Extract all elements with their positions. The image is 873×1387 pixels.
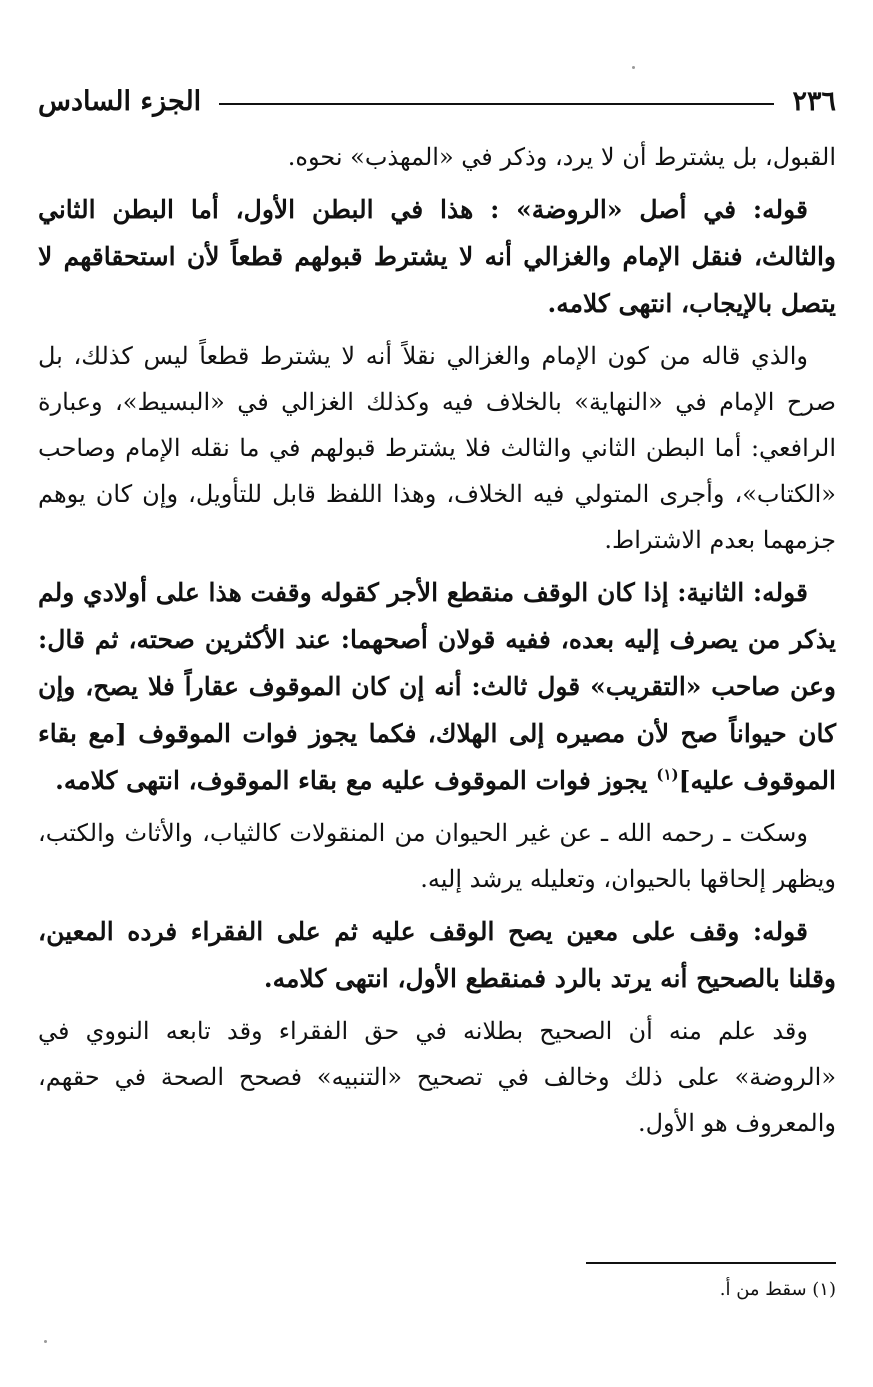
commentary-paragraph-1: والذي قاله من كون الإمام والغزالي نقلاً أنه لا يشترط قطعاً ليس كذلك، بل صرح الإمام في «النهاية» بالخلاف فيه وكذلك الغزالي في «البسيط»، وعبارة الرافعي: أما البطن الثاني والثالث فلا يشترط قبولهم في ما نقله الإمام وصاحب «الكتاب»، وأجرى المتولي فيه الخلاف، وهذا اللفظ قابل للتأويل، وإن كان يوهم جزمهما بعدم الاشتراط. [38, 342, 836, 554]
footnote-rule [586, 1262, 836, 1264]
book-page [38, 78, 836, 1152]
page-number: ٢٣٦ [792, 85, 836, 117]
quoted-statement-2-start: قوله: الثانية: إذا كان الوقف منقطع الأجر كقوله وقفت هذا على أولادي ولم يذكر من يصرف إليه بعده، ففيه قولان أصحهما: عند الأكثرين صحته، ثم قال: وعن صاحب «التقريب» قول ثالث: أنه إن كان الموقوف عقاراً فلا يصح، وإن كان حيواناً صح لأن مصيره إلى الهلاك، فكما يجوز فوات الموقوف [مع بقاء الموقوف عليه] [38, 578, 836, 795]
book-part-title: الجزء السادس [38, 85, 202, 117]
commentary-paragraph-3: وقد علم منه أن الصحيح بطلانه في حق الفقراء وقد تابعه النووي في «الروضة» على ذلك وخالف في تصحيح «التنبيه» فصحح الصحة في حقهم، والمعروف هو الأول. [38, 1017, 836, 1137]
footnote-reference-1: (١) [656, 765, 679, 784]
quoted-statement-1: قوله: في أصل «الروضة» : هذا في البطن الأول، أما البطن الثاني والثالث، فنقل الإمام والغزالي أنه لا يشترط قبولهم قطعاً لأن استحقاقهم لا يتصل بالإيجاب، انتهى كلامه. [38, 195, 836, 318]
quoted-statement-2 [38, 569, 836, 804]
running-header [38, 78, 836, 124]
footnote-1: (١) سقط من أ. [719, 1279, 836, 1300]
quoted-statement-2-end: يجوز فوات الموقوف عليه مع بقاء الموقوف، انتهى كلامه. [55, 766, 657, 795]
quoted-statement-3: قوله: وقف على معين يصح الوقف عليه ثم على الفقراء فرده المعين، وقلنا بالصحيح أنه يرتد بالرد فمنقطع الأول، انتهى كلامه. [38, 917, 836, 993]
page-body [38, 134, 836, 1146]
paper-speck-bottom [44, 1340, 47, 1343]
footnotes-section [38, 1262, 836, 1304]
commentary-paragraph-2: وسكت ـ رحمه الله ـ عن غير الحيوان من المنقولات كالثياب، والأثاث والكتب، ويظهر إلحاقها بالحيوان، وتعليله يرشد إليه. [38, 819, 836, 893]
paper-speck-top [632, 66, 635, 69]
header-rule [219, 103, 774, 105]
paragraph-continuation: القبول، بل يشترط أن لا يرد، وذكر في «المهذب» نحوه. [287, 143, 836, 171]
